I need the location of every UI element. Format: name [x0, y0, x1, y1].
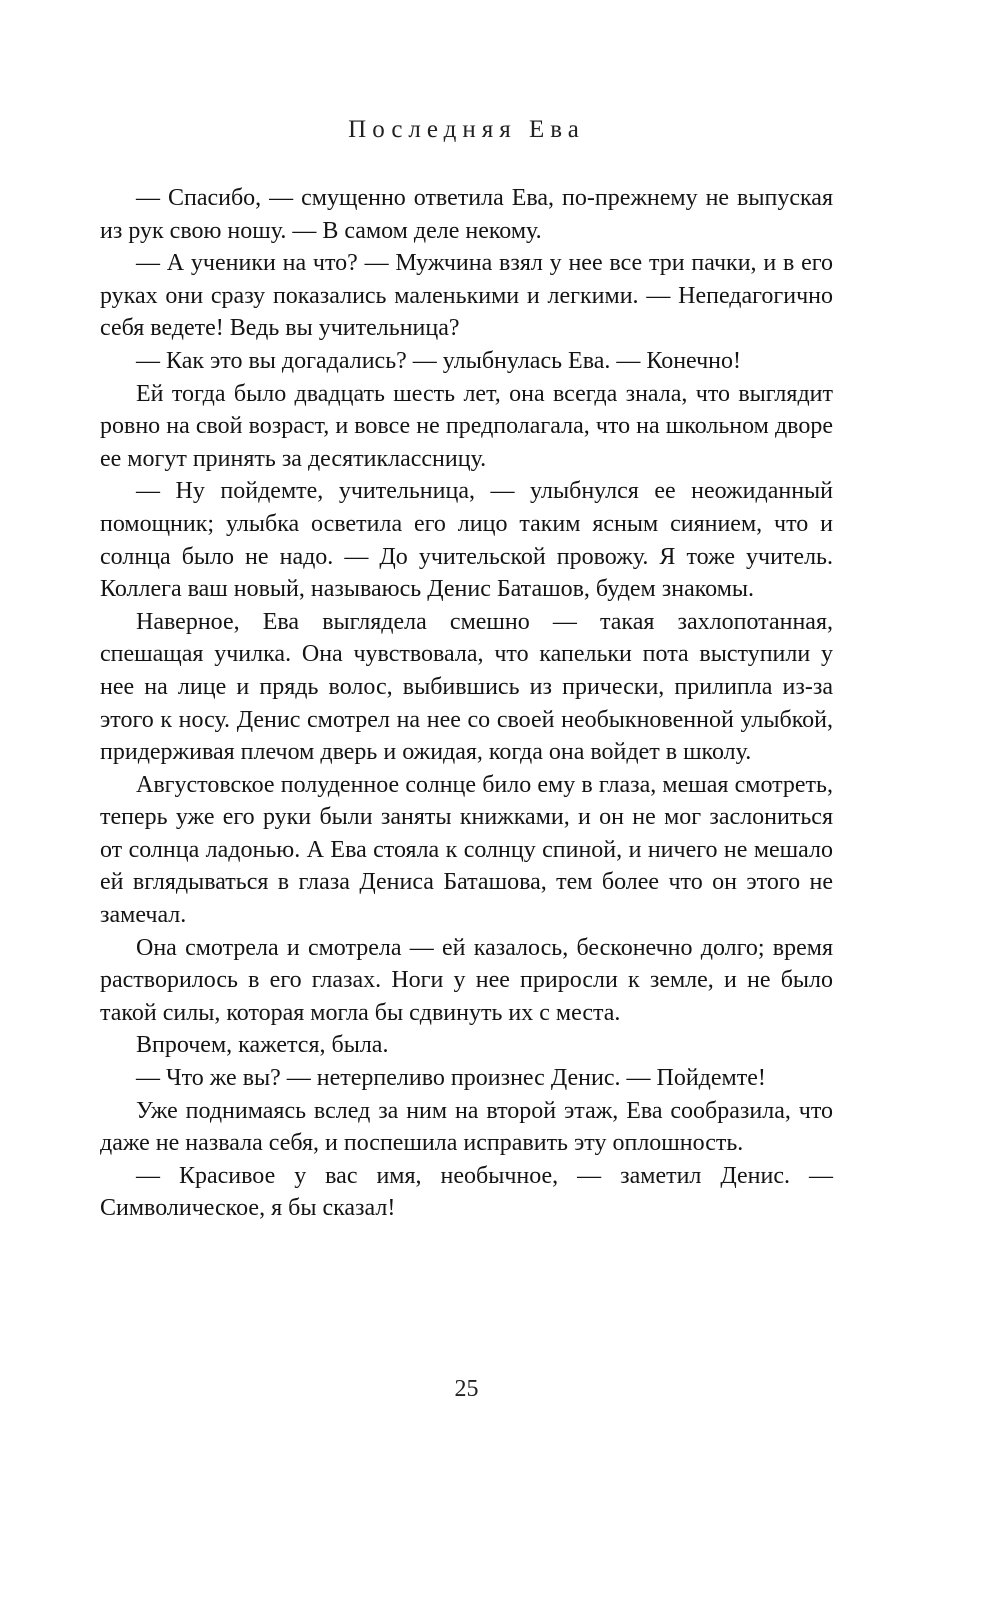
paragraph: Она смотрела и смотрела — ей казалось, бесконечно долго; время растворилось в его глазах. Ноги у нее приросли к земле, и не было такой силы, которая могла бы сдвинуть их с места. — [100, 934, 833, 1026]
paragraph: — Красивое у вас имя, необычное, — заметил Денис. — Символическое, я бы сказал! — [100, 1162, 833, 1222]
paragraph: Уже поднимаясь вслед за ним на второй этаж, Ева сообразила, что даже не назвала себя, и поспешила исправить эту оплошность. — [100, 1097, 833, 1157]
paragraph: — Спасибо, — смущенно ответила Ева, по-прежнему не выпуская из рук свою ношу. — В самом деле некому. — [100, 185, 833, 244]
paragraph: — Как это вы догадались? — улыбнулась Ева. — Конечно! — [136, 347, 742, 374]
paragraph: Августовское полуденное солнце било ему в глаза, мешая смотреть, теперь уже его руки были заняты книжками, и он не мог заслониться от солнца ладонью. А Ева стояла к солнцу спиной, и ничего не мешало ей вглядываться в глаза Дениса Баташова, тем более что он этого не замечал. — [100, 771, 833, 929]
text-block — [100, 182, 833, 1225]
paragraph: — А ученики на что? — Мужчина взял у нее все три пачки, и в его руках они сразу показались маленькими и легкими. — Непедагогично себя ведете! Ведь вы учительница? — [100, 250, 833, 342]
paragraph: Ей тогда было двадцать шесть лет, она всегда знала, что выглядит ровно на свой возраст, и вовсе не предполагала, что на школьном дворе ее могут принять за десятиклассницу. — [100, 380, 833, 472]
paragraph: — Что же вы? — нетерпеливо произнес Денис. — Пойдемте! — [136, 1065, 766, 1092]
paragraph: Впрочем, кажется, была. — [136, 1032, 389, 1059]
page-number: 25 — [454, 1376, 479, 1402]
paragraph: Наверное, Ева выглядела смешно — такая захлопотанная, спешащая училка. Она чувствовала, что капельки пота выступили у нее на лице и прядь волос, выбившись из прически, прилипла из-за этого к носу. Денис смотрел на нее со своей необыкновенной улыбкой, придерживая плечом дверь и ожидая, когда она войдет в школу. — [100, 608, 833, 766]
running-head: Последняя Ева — [348, 116, 585, 143]
paragraph: — Ну пойдемте, учительница, — улыбнулся ее неожиданный помощник; улыбка осветила его лицо таким ясным сиянием, что и солнца было не надо. — До учительской провожу. Я тоже учитель. Коллега ваш новый, называюсь Денис Баташов, будем знакомы. — [100, 478, 833, 603]
